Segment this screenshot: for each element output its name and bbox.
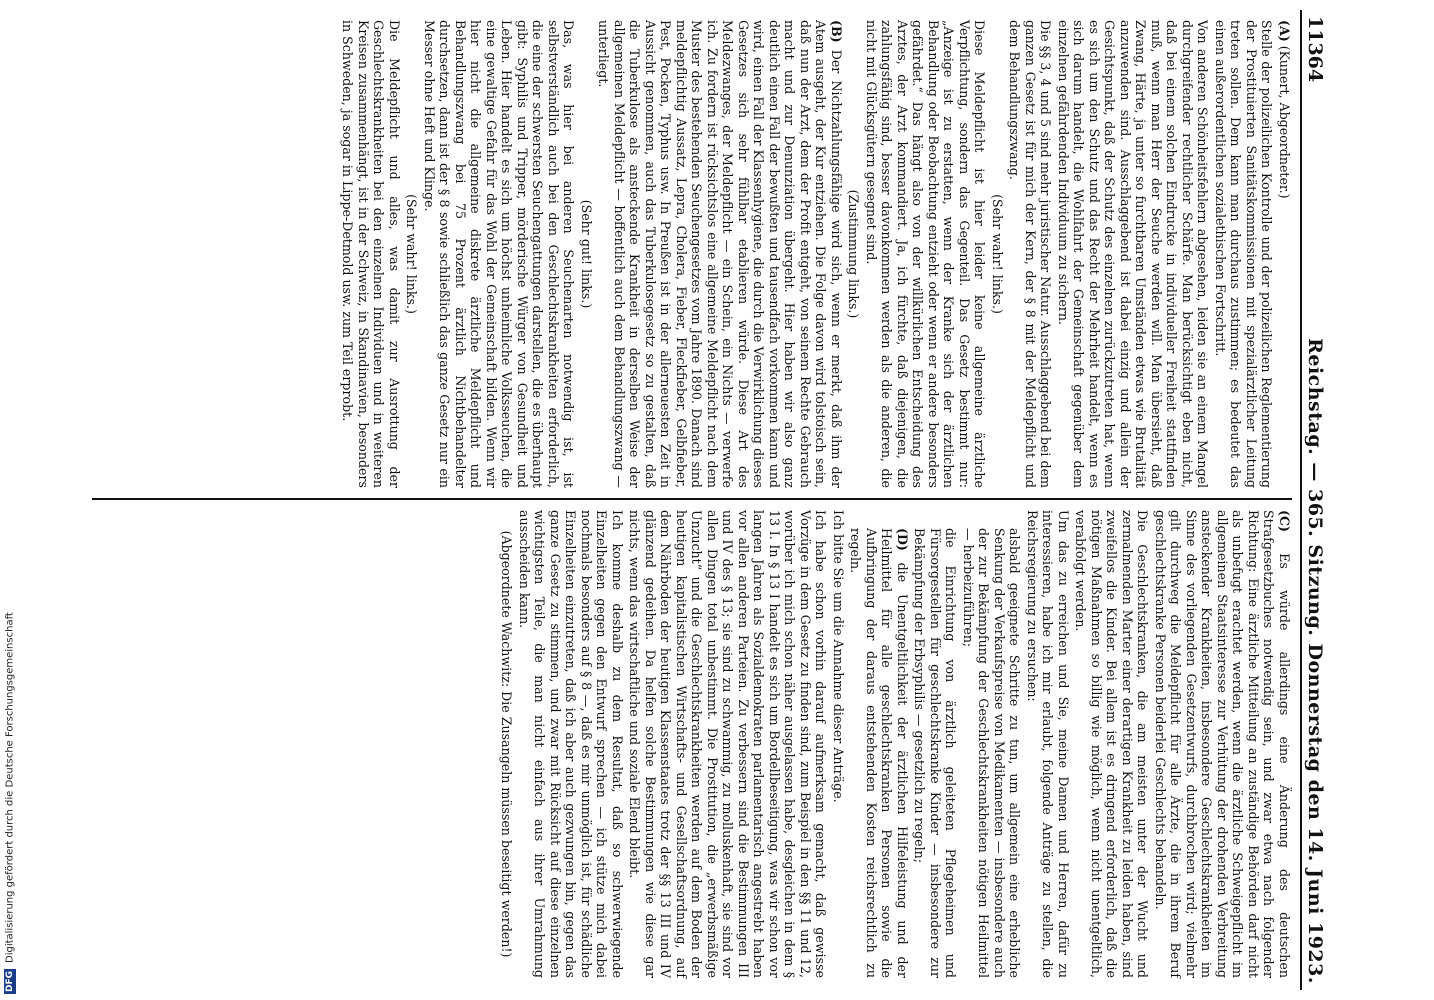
paragraph-text: (Abgeordnete Wachwitz: Die Zusangeln müssen beseitigt werden!): [499, 530, 515, 958]
page-title: Reichstag. — 365. Sitzung. Donnerstag den 14. Juni 1923.: [1304, 338, 1326, 984]
paragraph-text: Stelle der polizeilichen Kontrolle und der polizeilichen Reglementierung der Prostituierten Sanitätskommissionen mit spezialärztlicher Leitung treten sollen. Dem kann man durchaus zustimmen; es bedeutet das einen außerordentlichen sozialethischen Fortschritt.: [1213, 20, 1275, 488]
paragraph-text: (Sehr wahr! links.): [404, 194, 420, 314]
paragraph: [1213, 20, 1275, 488]
margin-note: [2, 4, 18, 994]
paragraph-text: alsbald geeignete Schritte zu tun, um allgemein eine erhebliche Senkung der Verkaufspreise von Medikamenten — insbesondere auch der zur Bekämpfung der Geschlechtskrankheiten nötigen Heilmittel — herbeizuführen;: [961, 528, 1023, 978]
paragraph: [864, 20, 988, 488]
paragraph-text: Das, was hier bei anderen Seuchenarten notwendig ist, ist selbstverständlich auch bei den Geschlechtskrankheiten erforderlich, die eine der schwersten Seuchengattungen darstellen, die es überhaupt gibt: Syphilis und Tripper, mörderische Würger von Gesundheit und Leben. Hier handelt es sich um höchst unheimliche Volksseuchen, die eine gewaltige Gefahr für das Wohl der Gemeinschaft bilden. Wenn wir hier nicht die allgemeine diskrete ärztliche Meldepflicht und Behandlungszwang bei 75 Prozent ärztlich Nichtbehandelter durchsetzen, dann ist der § 8 sowie schließlich das ganze Gesetz nur ein Messer ohne Heft und Klinge.: [422, 20, 577, 488]
paragraph-text: Die §§ 3, 4 und 5 sind mehr juristischer Natur. Ausschlaggebend bei dem ganzen Gesetz ist für mich der Kern, der § 8 mit der Meldepflicht und dem Behandlungszwang.: [1007, 20, 1054, 488]
page-number: 11364: [1304, 16, 1326, 83]
paragraph: [990, 20, 1006, 488]
paragraph: [627, 510, 829, 978]
paragraph-text: Ich bitte Sie um die Annahme dieser Anträge.: [831, 510, 846, 803]
paragraph-text: die Einrichtung von ärztlich geleiteten Pflegeheimen und Fürsorgestellen für geschlechtskranke Kinder — insbesondere zur Bekämpfung der Erbsyphilis — gesetzlich zu regeln;: [912, 528, 959, 978]
column-left: [0, 10, 1292, 498]
paragraph: [1073, 510, 1151, 978]
paragraph: [831, 510, 847, 978]
paragraph-text: Ich komme deshalb zu dem Resultat, daß so schwerwiegende Einzelheiten gegen den Entwurf sprechen — ich stütze mich dabei nochmals besonders auf § 8 —, daß es mir unmöglich ist, für schädliche Einzelheiten einzutreten, daß ich aber auch gezwungen bin, gegen das ganze Gesetz zu stimmen, und zwar mit Rücksicht auf diese einzelnen wichtigsten Teile, die man nicht einfach aus ihrer Umrahmung ausscheiden kann.: [517, 510, 625, 978]
paragraph-text: Die Geschlechtskranken, die am meisten unter der Wucht und zermalmenden Marter einer derartigen Krankheit zu leiden haben, sind zweifellos die Kinder. Bei allem ist es dringend erforderlich, daß die nötigen Maßnahmen so billig wie möglich, wenn nicht unentgeltlich, verabfolgt werden.: [1073, 510, 1151, 978]
margin-mark: (A): [1277, 20, 1292, 42]
paragraph-text: Um das zu erreichen und Sie, meine Damen und Herren, dafür zu interessieren, habe ich mir erlaubt, folgende Anträge zu stellen, die Reichsregierung zu ersuchen:: [1025, 510, 1071, 978]
paragraph: [848, 510, 910, 978]
margin-mark: (B): [829, 20, 844, 43]
paragraph-text: Von anderen Schönheitsfehlern abgesehen, leiden sie an einem Mangel durchgreifender rechtlicher Schärfe. Man berücksichtigt eben nicht, daß bei einem solchen Eindrucke in individueller Freiheit stattfinden muß, wenn man Herr der Seuche werden will. Man übersieht, daß Zwang, Härte, ja unter so furchtbaren Umständen etwas wie Brutalität anzuwenden sind. Ausschlaggebend ist dabei einzig und allein der Gesichtspunkt, daß der Schutz des einzelnen zurückzutreten hat, wenn es sich um den Schutz und das Recht der Mehrheit handelt, wenn es sich darum handelt, die Wohlfahrt der Gemeinschaft gegenüber dem einzelnen gefährdenden Individuum zu sichern.: [1056, 20, 1211, 488]
paragraph: [1056, 20, 1211, 488]
paragraph-text: Diese Meldepflicht ist hier leider keine allgemeine ärztliche Verpflichtung, sondern das Gegenteil. Das Gesetz bestimmt nur: „Anzeige ist zu erstatten, wenn der Kranke sich der ärztlichen Behandlung oder Beobachtung entzieht oder wenn er andere besonders gefährdet.“ Das hängt also von der willkürlichen Entscheidung des Arztes, der Arzt kommandiert. Ja, ich fürchte, daß diejenigen, die zahlungsfähig sind, besser davonkommen werden als die anderen, die nicht mit Glücksgütern gesegnet sind.: [864, 20, 988, 488]
paragraph: [340, 20, 402, 488]
paragraph-text: (Sehr wahr! links.): [990, 194, 1005, 314]
paragraph: [1025, 510, 1072, 978]
paragraph: [579, 20, 595, 488]
paragraph-text: die Unentgeltlichkeit der ärztlichen Hilfeleistung und der Heilmittel für alle geschlechtskranken Personen sowie die Aufbringung der daraus entstehenden Kosten reichsrechtlich zu regeln.: [848, 528, 910, 978]
paragraph: [912, 510, 959, 978]
paragraph-text: Ich habe schon vorhin darauf aufmerksam gemacht, daß gewisse Vorzüge in dem Gesetz zu finden sind, zum Beispiel in den §§ 11 und 12, worüber ich mich schon näher ausgelassen habe, desgleichen in dem § 13 I. In § 13 I handelt es sich um Bordellbeseitigung, was wir schon vor langen Jahren als Sozialdemokraten parlamentarisch angestrebt haben vor allen anderen Parteien. Zu verbessern sind die Bestimmungen III und IV des § 13; sie sind zu schwammig, zu molluskenhaft, sie sind vor allen Dingen total unbestimmt. Die Prostitution, die „erwerbsmäßige Unzucht“ und die Geschlechtskrankheiten werden auf dem Boden der heutigen kapitalistischen Wirtschafts- und Gesellschaftsordnung, auf dem Nährboden der heutigen Klassenstaates trotz der §§ 13 III und IV glänzend gedeihen. Da helfen solche Bestimmungen wie diese gar nichts, wenn das wirtschaftliche und soziale Elend bleibt.: [627, 510, 829, 978]
paragraph-text: Es würde allerdings eine Änderung des deutschen Strafgesetzbuches notwendig sein, und zwar etwa nach folgender Richtung: Eine ärztliche Mitteilung an zuständige Behörden darf nicht als unbefugt erachtet werden, wenn die ärztliche Schweigepflicht im allgemeinen Staatsinteresse zur Verhütung der drohenden Verbreitung ansteckender Krankheiten, insbesondere Geschlechtskrankheiten im Sinne des vorliegenden Gesetzentwurfs, durchbrochen wird; vielmehr gilt durchweg die Meldepflicht für alle Ärzte, die in ihrem Beruf geschlechtskranke Personen beiderlei Geschlechts behandeln.: [1153, 510, 1292, 978]
margin-mark: (D): [895, 528, 910, 551]
paragraph: [846, 20, 862, 488]
paragraph-text: Der Nichtzahlungsfähige wird sich, wenn er merkt, daß ihm der Atem ausgeht, der Kur entziehen. Die Folge davon wird tolstoisch sein, daß nun der Arzt, dem der Profit entgeht, von seinem Rechte Gebrauch macht und zur Denunziation übergeht. Hier haben wir also ganz deutlich einen Fall der bewußten und tausendfach vorkommen kann und wird, einen Fall der Klassenhygiene, die durch die Verwirklichung dieses Gesetzes sich sehr fühlbar etablieren würde. Diese Art des Meldezwanges, der Meldepflicht — ein Schein, ein Nichts — verwerfe ich. Zu fordern ist rücksichtslos eine allgemeine Meldepflicht nach dem Muster des bestehenden Seuchengesetzes vom Jahre 1890. Danach sind meldepflichtig Aussatz, Lepra, Cholera, Fieber, Fleckfieber, Gelbfieber, Pest, Pocken, Typhus usw. In Preußen ist in der allerneuesten Zeit in Aussicht genommen, auch das Tuberkulosegesetz so zu gestalten, daß die Tuberkulose als ansteckende Krankheit in derselben Weise der allgemeinen Meldepflicht — hoffentlich auch dem Behandlungszwang — unterliegt.: [596, 20, 844, 488]
dfg-logo: DFG: [5, 970, 15, 992]
paragraph: [517, 510, 626, 978]
paragraph: [1153, 510, 1293, 978]
margin-mark: (C): [1277, 510, 1292, 532]
paragraph-text: (Kunert, Abgeordneter.): [1277, 45, 1292, 199]
paragraph-text: Die Meldepflicht und alles, was damit zur Ausrottung der Geschlechtskrankheiten bei den einzelnen Individuen und in weiteren Kreisen zusammenhängt, ist in der Schweiz, in Skandinavien, besonders in Schweden, ja sogar in Lippe-Detmold usw. zum Teil erprobt.: [340, 20, 402, 488]
paragraph-text: (Zustimmung links.): [846, 189, 862, 319]
paragraph: [961, 510, 1023, 978]
text-columns: [0, 10, 1292, 990]
paragraph: [1277, 20, 1293, 488]
paragraph: [499, 510, 515, 978]
page-header: [1300, 10, 1328, 990]
funding-note: Digitalisierung gefördert durch die Deutsche Forschungsgemeinschaft: [4, 612, 16, 963]
column-right: [0, 500, 1292, 988]
paragraph: [422, 20, 577, 488]
paragraph: [1007, 20, 1054, 488]
paragraph: [404, 20, 420, 488]
paragraph-text: (Sehr gut! links.): [579, 199, 594, 309]
paragraph: [596, 20, 844, 488]
